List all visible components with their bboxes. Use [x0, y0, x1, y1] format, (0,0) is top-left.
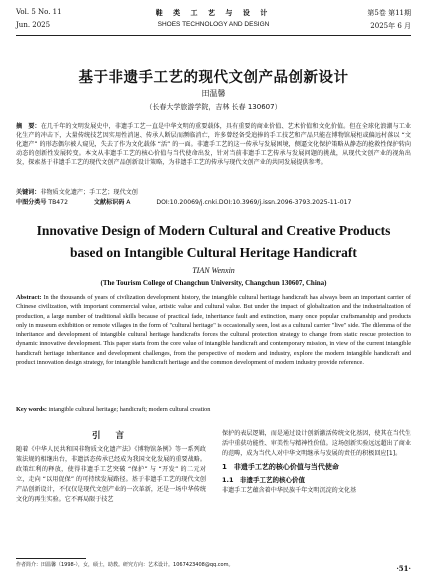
page-number: ·51· [396, 564, 411, 573]
body-right-column [222, 429, 411, 496]
intro-continued: 保护的表层逻辑，而是通过设计创新激活传统文化基因，使其在当代生活中重获功能性、审美性与精神性价值。这场创新实验远远超出了商业的范畴，成为当代人对中华文明继承与发展的责任的积极回应[1]。 [222, 430, 411, 457]
en-abstract [16, 293, 411, 367]
subsection-heading-1-1: 1.1 非遗手工艺的核心价值 [222, 475, 306, 484]
author-footnote: 作者简介：田温馨（1998-），女，硕士，助教。研究方向：艺术设计。1067423408@qq.com。 [16, 562, 234, 568]
section-heading-1: 1 非遗手工艺的核心价值与当代使命 [222, 462, 339, 471]
footnote-divider [16, 558, 86, 559]
issue-cn: 第5卷 第11期 [367, 9, 411, 17]
en-author: TIAN Wenxin [192, 266, 235, 275]
cn-author: 田温馨 [201, 89, 226, 98]
journal-header [16, 6, 411, 36]
en-affiliation: (The Tourism College of Changchun University, Changchun 130607, China) [100, 279, 327, 287]
doc-label: 文献标识码 [93, 199, 125, 206]
en-keywords [16, 406, 411, 413]
date-en: Jun. 2025 [16, 21, 51, 29]
date-cn: 2025年 6 月 [370, 22, 411, 30]
en-keywords-text: intangible cultural heritage; handicraft; modern cultural creation [48, 406, 211, 413]
clc-label: 中图分类号 [16, 199, 47, 206]
volume-number: Vol. 5 No. 11 [16, 8, 62, 16]
cn-title: 基于非遗手工艺的现代文创产品创新设计 [78, 70, 349, 86]
en-title: Innovative Design of Modern Cultural and Creative Products based on Intangible Cultural Heritage Handicraft [36, 223, 391, 260]
doi: DOI:10.20069/j.cnki.DOI:10.3969/j.issn.2096-3793.2025-11-017 [156, 199, 352, 206]
intro-paragraph: 随着《中华人民共和国非物质文化遗产法》《博物馆条例》等一系列政策法规的相继出台，非遗活态传承已经成为我国文化发展的重要战略。政策红利的释放，使得非遗手工艺突破 “保护” 与 “开发” 的二元对立，走向 “以用促保” 的可持续发展路径。基于非遗手工艺的现代文创产品创新设计，不仅仅是现代文创产业的一次革新，还是一场中华传统文化的再生实验。它不再局限于技艺 [16, 446, 206, 503]
cn-abstract-text: 在几千年的文明发展史中，非遗手工艺一直是中华文明的重要载体，具有重要的商业价值、艺术价值和文化价值。但在全球化浪潮与工业化生产的冲击下，大量传统技艺因实用性消退、传承人断层而濒临消亡，许多曾经备受追捧的手工技艺和产品只能在博物馆展柜或偏远村落以 “文化遗产” 的形态偶尔被人窥见，失去了作为文化载体 “活” 的一面。非遗手工艺的这一传承与发展困境，侧逼文化保护策略从静态的抢救性保护转向动态的创新性发展转变。本文从非遗手工艺的核心价值与当代使命出发，针对当前非遗手工艺传承与发展问题的挑战，从现代文创产业的视角出发，探索基于非遗手工艺的现代文创产品创新设计策略，为非遗手工艺的传承与现代文创产业的共同发展提供参考。 [16, 123, 412, 166]
doc-value: A [126, 199, 131, 206]
body-left-column [16, 429, 206, 504]
journal-name-cn: 鞋 类 工 艺 与 设 计 [155, 8, 272, 17]
classification-line [16, 197, 411, 206]
clc-value: TB472 [48, 199, 68, 206]
cn-affiliation: （长春大学旅游学院，吉林 长春 130607） [145, 103, 282, 111]
cn-keywords [16, 187, 411, 196]
cn-abstract-label: 摘 要： [16, 123, 41, 130]
cn-keywords-label: 关键词： [16, 189, 41, 196]
en-abstract-label: Abstract: [16, 294, 42, 301]
subsection-paragraph: 非遗手工艺蕴含着中华民族千年文明沉淀的文化基 [222, 486, 357, 494]
journal-name-en: SHOES TECHNOLOGY AND DESIGN [157, 21, 270, 28]
en-abstract-text: In the thousands of years of civilization development history, the intangible cultural heritage handicraft has always been an important carrier of Chinese civilization, with important commercial value, artistic value and cultural value. But under the impact of globalization and the industrialization of production, a large number of traditional skills because of practical fade, inheritance fault and extinction, many once popular craftsmanship and products only in museum exhibition or remote villages in the form of "cultural heritage" is occasionally seen, lost as a cultural carrier "live" side. The dilemma of the inheritance and development of intangible cultural heritage handicrafts forces the cultural protection strategy to change from static rescue protection to dynamic innovative development. This paper starts from the core value of intangible handicraft and contemporary mission, in view of the current intangible handicraft heritage inheritance and development challenges, from the perspective of modern and industry, explore the modern intangible handicraft and product innovation design strategy, for intangible handicraft heritage and the common development of modern industry provide reference. [16, 294, 411, 367]
cn-abstract [16, 122, 411, 167]
en-keywords-label: Key words: [16, 406, 47, 413]
cn-keywords-text: 非物质文化遗产；手工艺；现代文创 [40, 189, 138, 196]
intro-heading: 引 言 [92, 431, 130, 441]
